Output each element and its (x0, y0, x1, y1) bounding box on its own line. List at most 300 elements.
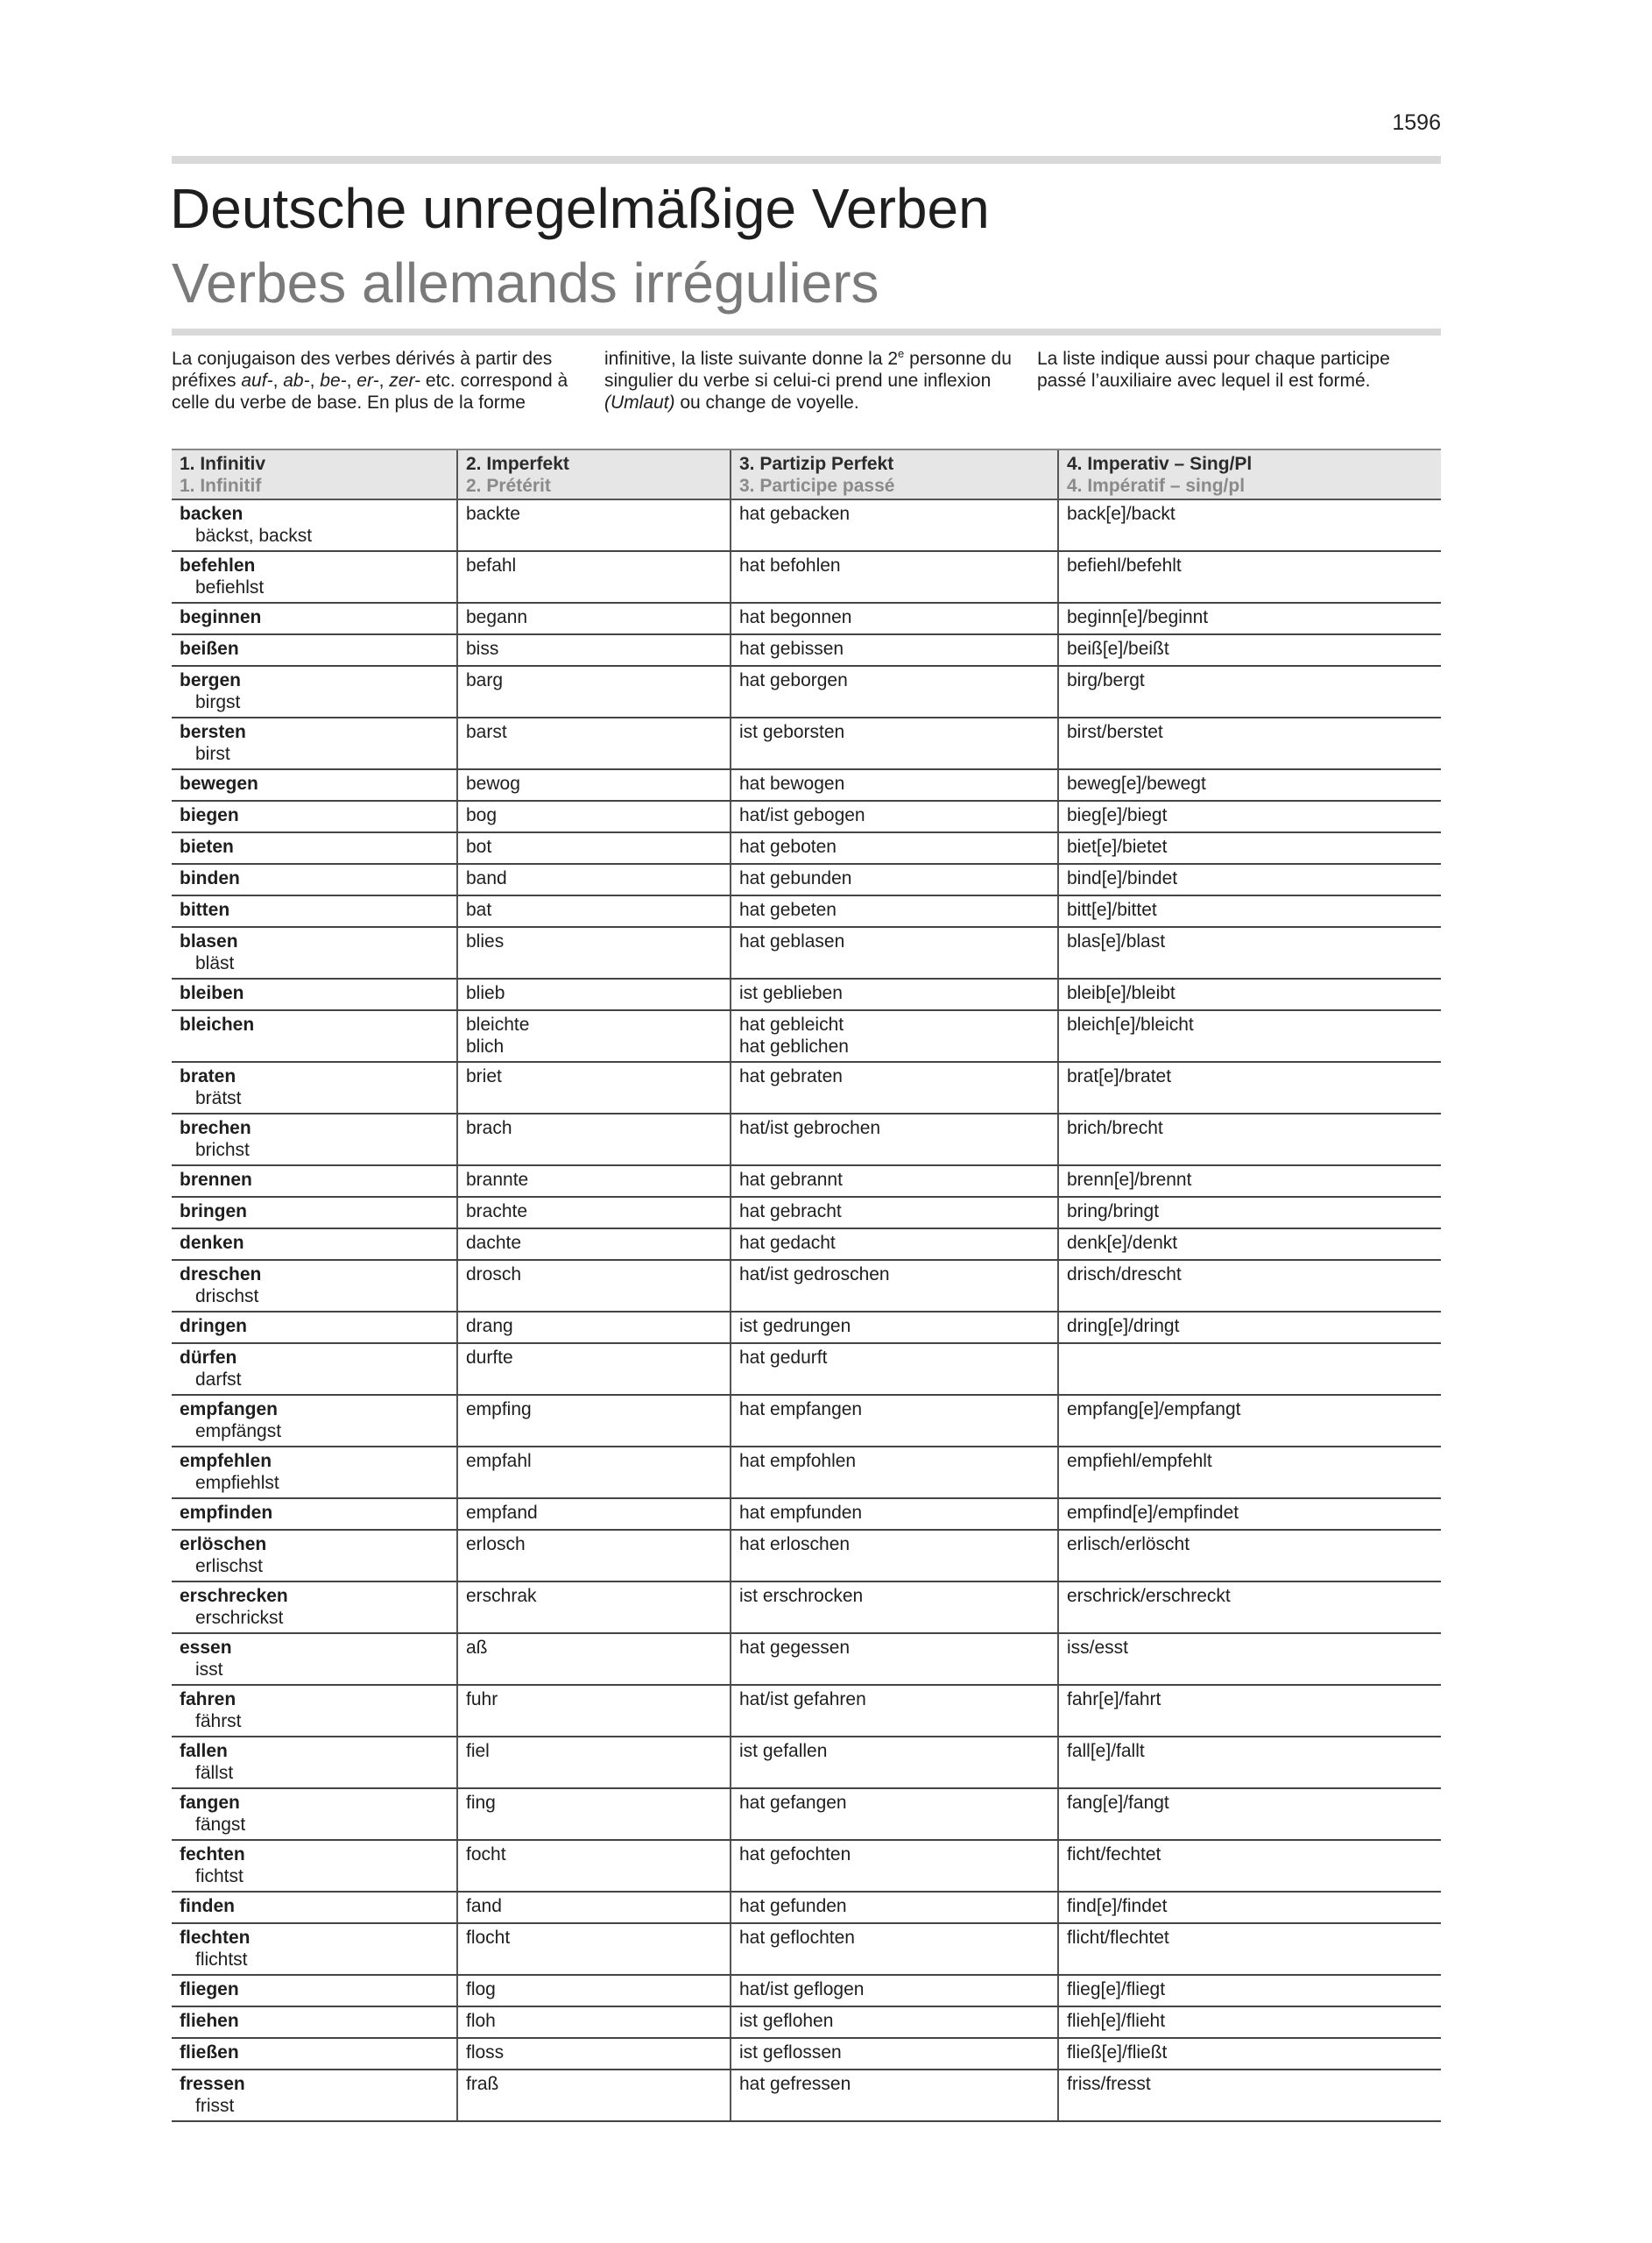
participle-cell (731, 895, 1058, 927)
infinitive-cell (172, 1165, 457, 1197)
participle-form: hat/ist geflogen (739, 1979, 865, 1999)
participle-cell (731, 499, 1058, 551)
infinitive-cell (172, 499, 457, 551)
table-row (172, 499, 1441, 551)
infinitive-cell (172, 1633, 457, 1685)
participle-form: hat gedacht (739, 1233, 836, 1253)
participle-form: hat gebeten (739, 900, 837, 920)
table-row (172, 1062, 1441, 1114)
imperfect-form: empfand (466, 1503, 538, 1523)
table-row (172, 1788, 1441, 1840)
participle-form: hat geboten (739, 837, 837, 857)
table-row (172, 1530, 1441, 1581)
imperfect-form: bat (466, 900, 492, 920)
participle-cell (731, 2006, 1058, 2038)
table-row (172, 1737, 1441, 1788)
infinitive-cell (172, 832, 457, 864)
infinitive-cell (172, 1114, 457, 1165)
table-row (172, 1010, 1441, 1062)
imperfect-cell (457, 1165, 731, 1197)
imperative-form: bind[e]/bindet (1067, 868, 1178, 888)
table-row (172, 1633, 1441, 1685)
second-person-form: erlischst (195, 1556, 264, 1576)
intro-text: La conjugaison des verbes dérivés à partir des préfixes (172, 349, 553, 391)
participle-cell (731, 666, 1058, 718)
verb-infinitive: brennen (180, 1170, 252, 1190)
imperative-cell (1058, 603, 1441, 634)
imperfect-form: brach (466, 1118, 512, 1138)
imperfect-form: flocht (466, 1928, 511, 1948)
participle-cell (731, 801, 1058, 832)
intro-text: infinitive, la liste suivante donne la 2 (604, 349, 899, 369)
participle-cell (731, 1114, 1058, 1165)
table-row (172, 1114, 1441, 1165)
imperative-form: bleich[e]/bleicht (1067, 1015, 1194, 1035)
table-row (172, 603, 1441, 634)
second-person-form: frisst (195, 2096, 235, 2116)
infinitive-cell (172, 1923, 457, 1975)
imperative-cell (1058, 1114, 1441, 1165)
imperfect-cell (457, 1498, 731, 1530)
imperative-cell (1058, 979, 1441, 1010)
imperative-cell (1058, 769, 1441, 801)
verb-infinitive: empfinden (180, 1503, 273, 1523)
infinitive-cell (172, 895, 457, 927)
second-person-form: flichtst (195, 1949, 248, 1970)
imperative-cell (1058, 895, 1441, 927)
imperfect-cell (457, 927, 731, 979)
imperfect-cell (457, 1892, 731, 1923)
verb-infinitive: empfangen (180, 1399, 279, 1419)
header-translation: 2. Prétérit (466, 476, 551, 496)
top-divider (172, 156, 1441, 164)
prefix: auf- (241, 371, 273, 391)
imperfect-form: brachte (466, 1201, 528, 1221)
imperative-form: beiß[e]/beißt (1067, 639, 1169, 659)
table-row (172, 1260, 1441, 1312)
second-person-form: empfängst (195, 1421, 282, 1441)
imperfect-cell (457, 1010, 731, 1062)
participle-cell (731, 1197, 1058, 1228)
infinitive-cell (172, 1788, 457, 1840)
imperative-form: befiehl/befehlt (1067, 555, 1182, 576)
participle-cell (731, 603, 1058, 634)
imperative-form: erschrick/erschreckt (1067, 1586, 1231, 1606)
verb-infinitive: empfehlen (180, 1451, 272, 1471)
verb-infinitive: braten (180, 1066, 237, 1086)
header-imperative (1058, 449, 1441, 499)
imperative-form: bitt[e]/bittet (1067, 900, 1157, 920)
verb-infinitive: bersten (180, 722, 246, 742)
page-title-french: Verbes allemands irréguliers (172, 251, 879, 315)
verb-infinitive: dreschen (180, 1264, 262, 1284)
imperative-form: friss/fresst (1067, 2074, 1151, 2094)
second-person-form: bläst (195, 953, 235, 973)
imperative-form: brich/brecht (1067, 1118, 1163, 1138)
table-row (172, 1447, 1441, 1498)
participle-form: ist geflossen (739, 2042, 842, 2063)
verb-infinitive: brechen (180, 1118, 251, 1138)
header-participle (731, 449, 1058, 499)
imperative-form: bleib[e]/bleibt (1067, 983, 1175, 1003)
table-row (172, 1840, 1441, 1892)
intro-paragraph-2 (604, 348, 1020, 414)
infinitive-cell (172, 1260, 457, 1312)
imperative-cell (1058, 864, 1441, 895)
verb-infinitive: fangen (180, 1793, 240, 1813)
imperfect-cell (457, 551, 731, 603)
participle-cell (731, 1633, 1058, 1685)
table-row (172, 1197, 1441, 1228)
participle-cell (731, 832, 1058, 864)
infinitive-cell (172, 1062, 457, 1114)
infinitive-cell (172, 1685, 457, 1737)
imperfect-form: begann (466, 607, 528, 627)
imperative-cell (1058, 1197, 1441, 1228)
intro-text: personne du singulier du verbe si celui-ci prend une inflexion (604, 349, 1012, 391)
participle-form: hat gefangen (739, 1793, 847, 1813)
table-row (172, 1312, 1441, 1343)
imperfect-cell (457, 1395, 731, 1447)
separator: , (272, 371, 284, 391)
separator: , (309, 371, 321, 391)
imperfect-form: focht (466, 1844, 506, 1864)
header-translation: 1. Infinitif (180, 476, 262, 496)
table-row (172, 2038, 1441, 2070)
imperative-form: biet[e]/bietet (1067, 837, 1168, 857)
participle-cell (731, 1260, 1058, 1312)
verb-infinitive: erlöschen (180, 1534, 267, 1554)
participle-form: hat geblasen (739, 931, 845, 952)
imperative-cell (1058, 1228, 1441, 1260)
second-person-form: brichst (195, 1140, 250, 1160)
participle-form: hat/ist gebogen (739, 805, 865, 825)
table-row (172, 1395, 1441, 1447)
infinitive-cell (172, 603, 457, 634)
imperative-form: birst/berstet (1067, 722, 1163, 742)
imperfect-form: blies (466, 931, 505, 952)
imperfect-cell (457, 499, 731, 551)
imperative-cell (1058, 1010, 1441, 1062)
table-row (172, 1975, 1441, 2006)
imperfect-form: backte (466, 504, 520, 524)
imperative-form: fang[e]/fangt (1067, 1793, 1169, 1813)
infinitive-cell (172, 2006, 457, 2038)
table-row (172, 666, 1441, 718)
imperfect-cell (457, 1114, 731, 1165)
imperative-cell (1058, 1975, 1441, 2006)
verb-infinitive: biegen (180, 805, 239, 825)
infinitive-cell (172, 801, 457, 832)
imperative-form: back[e]/backt (1067, 504, 1175, 524)
participle-form: ist erschrocken (739, 1586, 864, 1606)
verb-infinitive: bergen (180, 670, 242, 690)
header-translation: 3. Participe passé (739, 476, 895, 496)
imperfect-cell (457, 603, 731, 634)
infinitive-cell (172, 718, 457, 769)
imperfect-cell (457, 895, 731, 927)
participle-cell (731, 1010, 1058, 1062)
participle-cell (731, 2038, 1058, 2070)
table-row (172, 634, 1441, 666)
imperative-form: drisch/drescht (1067, 1264, 1182, 1284)
imperfect-form: drang (466, 1316, 513, 1336)
imperative-cell (1058, 1260, 1441, 1312)
participle-cell (731, 1737, 1058, 1788)
imperative-cell (1058, 666, 1441, 718)
verb-infinitive: backen (180, 504, 244, 524)
infinitive-cell (172, 1975, 457, 2006)
prefix: zer- (389, 371, 421, 391)
imperfect-form: fand (466, 1896, 502, 1916)
infinitive-cell (172, 634, 457, 666)
intro-paragraph-1 (172, 348, 583, 414)
participle-form-alt: hat geblichen (739, 1037, 849, 1057)
infinitive-cell (172, 2070, 457, 2121)
participle-cell (731, 1840, 1058, 1892)
imperfect-cell (457, 2006, 731, 2038)
table-row (172, 2070, 1441, 2121)
infinitive-cell (172, 1498, 457, 1530)
infinitive-cell (172, 1197, 457, 1228)
verb-infinitive: bewegen (180, 774, 258, 794)
imperative-form: find[e]/findet (1067, 1896, 1168, 1916)
table-row (172, 1228, 1441, 1260)
verb-infinitive: beginnen (180, 607, 262, 627)
second-person-form: fängst (195, 1815, 246, 1835)
imperative-cell (1058, 1312, 1441, 1343)
header-label: 4. Imperativ – Sing/Pl (1067, 454, 1253, 474)
second-person-form: drischst (195, 1286, 259, 1306)
participle-form: hat gefochten (739, 1844, 851, 1864)
participle-form: hat gebacken (739, 504, 851, 524)
participle-form: hat gebracht (739, 1201, 842, 1221)
participle-cell (731, 1447, 1058, 1498)
intro-paragraph-3: La liste indique aussi pour chaque participe passé l’auxiliaire avec lequel il est formé. (1037, 349, 1390, 391)
imperative-cell (1058, 2038, 1441, 2070)
imperfect-cell (457, 1737, 731, 1788)
imperative-cell (1058, 2006, 1441, 2038)
infinitive-cell (172, 864, 457, 895)
imperative-cell (1058, 1498, 1441, 1530)
imperative-cell (1058, 1395, 1441, 1447)
imperfect-form: floss (466, 2042, 505, 2063)
imperfect-cell (457, 832, 731, 864)
imperfect-form: aß (466, 1638, 488, 1658)
second-person-form: birgst (195, 692, 241, 712)
participle-form: hat geflochten (739, 1928, 855, 1948)
imperative-form: brenn[e]/brennt (1067, 1170, 1192, 1190)
header-infinitive (172, 449, 457, 499)
participle-cell (731, 1581, 1058, 1633)
participle-cell (731, 1923, 1058, 1975)
verb-infinitive: bieten (180, 837, 234, 857)
imperative-form: dring[e]/dringt (1067, 1316, 1180, 1336)
participle-form: hat gebunden (739, 868, 852, 888)
imperative-cell (1058, 1062, 1441, 1114)
imperfect-cell (457, 1923, 731, 1975)
title-divider (172, 329, 1441, 336)
imperfect-form: befahl (466, 555, 517, 576)
table-row (172, 1498, 1441, 1530)
imperfect-form: empfahl (466, 1451, 532, 1471)
participle-form: hat gefunden (739, 1896, 847, 1916)
participle-form: hat empfohlen (739, 1451, 857, 1471)
imperative-cell (1058, 1923, 1441, 1975)
imperative-form: beginn[e]/beginnt (1067, 607, 1209, 627)
verb-infinitive: blasen (180, 931, 238, 952)
imperative-cell (1058, 927, 1441, 979)
imperative-cell (1058, 1581, 1441, 1633)
imperative-cell (1058, 1840, 1441, 1892)
imperfect-cell (457, 1975, 731, 2006)
participle-form: hat geborgen (739, 670, 848, 690)
participle-form: hat begonnen (739, 607, 852, 627)
participle-form: hat gebraten (739, 1066, 843, 1086)
imperfect-form: barg (466, 670, 504, 690)
table-row (172, 2006, 1441, 2038)
participle-form: ist gefallen (739, 1741, 828, 1761)
second-person-form: fällst (195, 1763, 234, 1783)
verb-infinitive: beißen (180, 639, 239, 659)
imperfect-form: fraß (466, 2074, 499, 2094)
verb-infinitive: bitten (180, 900, 230, 920)
separator: , (378, 371, 390, 391)
participle-form: hat gebleicht (739, 1015, 844, 1035)
participle-cell (731, 1975, 1058, 2006)
imperfect-cell (457, 718, 731, 769)
imperfect-cell (457, 1840, 731, 1892)
second-person-form: erschrickst (195, 1608, 284, 1628)
verb-infinitive: dringen (180, 1316, 247, 1336)
imperative-form: fahr[e]/fahrt (1067, 1689, 1161, 1709)
second-person-form: bäckst, backst (195, 526, 313, 546)
imperfect-cell (457, 1581, 731, 1633)
participle-cell (731, 1062, 1058, 1114)
verb-infinitive: fahren (180, 1689, 237, 1709)
participle-form: hat gefressen (739, 2074, 851, 2094)
participle-cell (731, 864, 1058, 895)
prefix: ab- (283, 371, 310, 391)
imperfect-cell (457, 1685, 731, 1737)
imperative-cell (1058, 634, 1441, 666)
participle-form: ist geblieben (739, 983, 843, 1003)
imperative-form: empfiehl/empfehlt (1067, 1451, 1212, 1471)
imperfect-form: fuhr (466, 1689, 498, 1709)
imperfect-cell (457, 1312, 731, 1343)
imperfect-cell (457, 2038, 731, 2070)
header-label: 2. Imperfekt (466, 454, 569, 474)
imperfect-form: briet (466, 1066, 502, 1086)
imperative-form: bring/bringt (1067, 1201, 1160, 1221)
imperative-cell (1058, 1892, 1441, 1923)
verb-infinitive: bleiben (180, 983, 244, 1003)
infinitive-cell (172, 1395, 457, 1447)
imperfect-form: barst (466, 722, 507, 742)
participle-form: ist geborsten (739, 722, 845, 742)
verb-infinitive: fallen (180, 1741, 228, 1761)
imperfect-form: blieb (466, 983, 505, 1003)
imperative-form: empfang[e]/empfangt (1067, 1399, 1241, 1419)
verb-infinitive: fechten (180, 1844, 245, 1864)
second-person-form: darfst (195, 1369, 242, 1390)
infinitive-cell (172, 1228, 457, 1260)
infinitive-cell (172, 1737, 457, 1788)
imperative-cell (1058, 1685, 1441, 1737)
imperative-cell (1058, 1788, 1441, 1840)
header-label: 1. Infinitiv (180, 454, 266, 474)
participle-form: hat empfangen (739, 1399, 863, 1419)
participle-cell (731, 1312, 1058, 1343)
table-row (172, 895, 1441, 927)
imperfect-form: fiel (466, 1741, 490, 1761)
verb-infinitive: dürfen (180, 1348, 237, 1368)
table-row (172, 1892, 1441, 1923)
participle-cell (731, 551, 1058, 603)
prefix: er- (357, 371, 379, 391)
infinitive-cell (172, 1840, 457, 1892)
table-row (172, 718, 1441, 769)
imperfect-form: bot (466, 837, 492, 857)
participle-cell (731, 1498, 1058, 1530)
verb-infinitive: befehlen (180, 555, 256, 576)
table-row (172, 927, 1441, 979)
verb-infinitive: bleichen (180, 1015, 255, 1035)
table-row (172, 1165, 1441, 1197)
second-person-form: fichtst (195, 1866, 244, 1886)
second-person-form: brätst (195, 1088, 242, 1108)
participle-form: hat gegessen (739, 1638, 851, 1658)
imperative-cell (1058, 801, 1441, 832)
imperfect-cell (457, 769, 731, 801)
imperative-cell (1058, 2070, 1441, 2121)
verb-infinitive: bringen (180, 1201, 247, 1221)
participle-form: ist gedrungen (739, 1316, 851, 1336)
imperfect-form: floh (466, 2011, 496, 2031)
second-person-form: isst (195, 1659, 223, 1680)
verb-infinitive: erschrecken (180, 1586, 288, 1606)
participle-cell (731, 1530, 1058, 1581)
imperative-cell (1058, 1165, 1441, 1197)
second-person-form: befiehlst (195, 577, 265, 598)
table-row (172, 979, 1441, 1010)
participle-form: hat/ist gefahren (739, 1689, 866, 1709)
imperfect-cell (457, 1197, 731, 1228)
second-person-form: birst (195, 744, 230, 764)
table-row (172, 1581, 1441, 1633)
verb-infinitive: fließen (180, 2042, 239, 2063)
table-row (172, 1343, 1441, 1395)
infinitive-cell (172, 2038, 457, 2070)
infinitive-cell (172, 927, 457, 979)
infinitive-cell (172, 979, 457, 1010)
participle-form: hat/ist gebrochen (739, 1118, 881, 1138)
participle-form: hat bewogen (739, 774, 845, 794)
imperative-cell (1058, 1633, 1441, 1685)
table-row (172, 1685, 1441, 1737)
imperative-cell (1058, 718, 1441, 769)
imperfect-cell (457, 2070, 731, 2121)
imperative-form: empfind[e]/empfindet (1067, 1503, 1239, 1523)
participle-cell (731, 2070, 1058, 2121)
infinitive-cell (172, 1312, 457, 1343)
imperative-cell (1058, 551, 1441, 603)
imperative-form: ficht/fechtet (1067, 1844, 1161, 1864)
verb-infinitive: denken (180, 1233, 244, 1253)
imperfect-cell (457, 1530, 731, 1581)
imperfect-form: flog (466, 1979, 496, 1999)
participle-form: hat empfunden (739, 1503, 863, 1523)
